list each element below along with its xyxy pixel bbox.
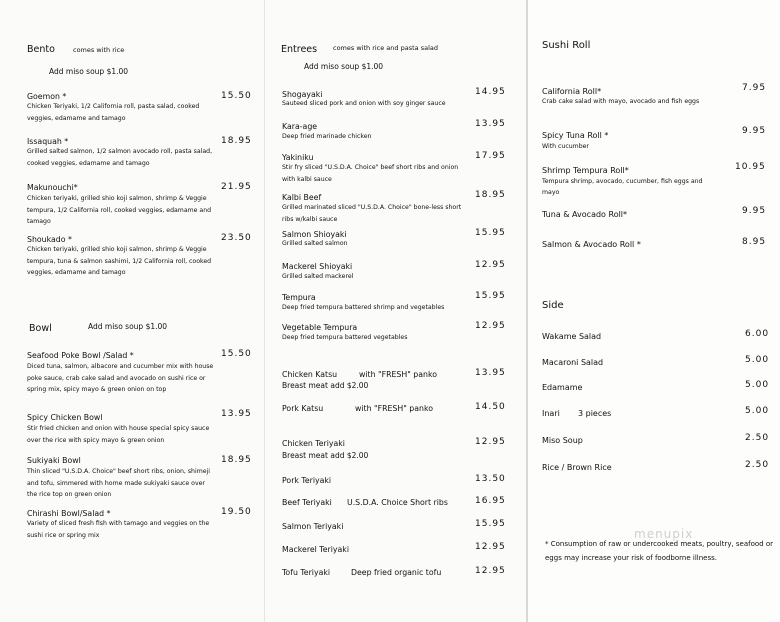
entree-name: Vegetable Tempura [282,323,358,332]
side-item-price: 5.00 [745,380,770,390]
sushi-item-name: Tuna & Avocado Roll* [542,210,628,219]
entree-name: Yakiniku [282,153,314,162]
sushi-item-name: California Roll* [542,87,602,96]
side-item-price: 2.50 [745,433,770,443]
side-item-name: Miso Soup [542,436,583,445]
side-item-name: Wakame Salad [542,332,602,341]
bento-item-desc: Grilled salted salmon, 1/2 salmon avocado roll, pasta salad, cooked veggies, edamame and tamago [27,148,213,167]
entree-name: Shogayaki [282,90,323,99]
entree-extra: with "FRESH" panko [355,404,433,413]
entree-price: 14.50 [475,402,506,412]
entree-desc: Deep fried tempura battered vegetables [282,334,408,341]
bento-item-desc: Chicken teriyaki, grilled shio koji salmon, shrimp & Veggie tempura, 1/2 California roll, cooked veggies, edamame and tamago [27,195,212,226]
entree-price: 17.95 [475,151,506,161]
entree-name: Tofu Teriyaki [282,568,331,577]
entrees-addon: Add miso soup $1.00 [304,62,384,71]
bowl-item-price: 18.95 [221,455,252,465]
entree-desc: Deep fried marinade chicken [282,133,372,140]
bento-item-name: Goemon * [27,92,67,101]
bento-item-name: Shoukado * [27,235,72,244]
side-item-name: Inari [542,409,560,418]
bowl-item-price: 19.50 [221,507,252,517]
entree-price: 12.95 [475,260,506,270]
entree-desc: Sauteed sliced pork and onion with soy ginger sauce [282,100,446,107]
entree-price: 13.50 [475,474,506,484]
entree-name: Chicken Katsu [282,370,338,379]
bento-item-desc: Chicken Teriyaki, 1/2 California roll, pasta salad, cooked veggies, edamame and tamago [27,103,200,122]
sushi-item-price: 10.95 [735,162,766,172]
entree-price: 14.95 [475,87,506,97]
bowl-item-price: 15.50 [221,349,252,359]
sushi-item-price: 8.95 [742,237,767,247]
side-item-price: 5.00 [745,406,770,416]
sushi-item-name: Salmon & Avocado Roll * [542,240,641,249]
entree-desc: Grilled marinated sliced "U.S.D.A. Choice" bone-less short ribs w/kalbi sauce [282,204,462,223]
side-item-price: 6.00 [745,329,770,339]
entree-price: 18.95 [475,190,506,200]
bento-item-price: 21.95 [221,182,252,192]
entree-desc: Grilled salted salmon [282,240,348,247]
side-item-name: Rice / Brown Rice [542,463,612,472]
side-item-extra: 3 pieces [578,409,612,418]
bowl-item-desc: Variety of sliced fresh fish with tamago and veggies on the sushi rice or spring mix [27,520,210,539]
watermark: menupix [634,527,694,541]
bento-item-price: 18.95 [221,136,252,146]
entree-name: Pork Teriyaki [282,476,332,485]
bowl-item-desc: Thin sliced "U.S.D.A. Choice" beef short ribs, onion, shimeji and tofu, simmered with home made sukiyaki sauce over the rice top on green onion [27,468,210,499]
bowl-item-desc: Stir fried chicken and onion with house special spicy sauce over the rice with spicy mayo & green onion [27,425,210,444]
sushi-item-price: 9.95 [742,126,767,136]
entree-name: Kalbi Beef [282,193,322,202]
entree-price: 16.95 [475,496,506,506]
entree-price: 13.95 [475,119,506,129]
entree-name: Beef Teriyaki [282,498,332,507]
bowl-item-desc: Diced tuna, salmon, albacore and cucumber mix with house poke sauce, crab cake salad and avocado on sushi rice or spring mix, spicy mayo & green onion on top [27,363,214,394]
sushi-item-name: Spicy Tuna Roll * [542,131,609,140]
bento-title: Bento [27,44,55,55]
entree-name: Pork Katsu [282,404,324,413]
entree-desc: Deep fried tempura battered shrimp and vegetables [282,304,445,311]
side-item-name: Macaroni Salad [542,358,604,367]
entree-price: 12.95 [475,566,506,576]
entree-price: 15.95 [475,519,506,529]
entree-price: 15.95 [475,291,506,301]
bento-addon: Add miso soup $1.00 [49,67,129,76]
side-item-price: 2.50 [745,460,770,470]
sushi-item-desc: With cucumber [542,143,589,150]
entrees-note: comes with rice and pasta salad [333,44,438,52]
bowl-item-name: Sukiyaki Bowl [27,456,81,465]
side-title: Side [542,300,564,311]
sushi-title: Sushi Roll [542,40,591,51]
entree-name: Tempura [282,293,316,302]
bento-item-price: 15.50 [221,91,252,101]
side-item-name: Edamame [542,383,583,392]
bowl-addon: Add miso soup $1.00 [88,322,168,331]
entree-name: Salmon Shioyaki [282,230,347,239]
entree-name: Mackerel Shioyaki [282,262,353,271]
sushi-item-desc: Tempura shrimp, avocado, cucumber, fish eggs and mayo [542,178,703,197]
bento-item-name: Makunouchi* [27,183,78,192]
entree-name: Kara-age [282,122,318,131]
bowl-item-name: Chirashi Bowl/Salad * [27,509,111,518]
entree-name: Mackerel Teriyaki [282,545,349,554]
panel-sushi-side [526,0,780,622]
entree-price: 12.95 [475,437,506,447]
entree-price: 12.95 [475,321,506,331]
panel-bento-bowl [0,0,264,622]
entree-extra: with "FRESH" panko [359,370,437,379]
bowl-item-name: Spicy Chicken Bowl [27,413,103,422]
entrees-title: Entrees [281,44,318,55]
bento-note: comes with rice [73,46,125,54]
bowl-title: Bowl [29,323,52,334]
bowl-item-price: 13.95 [221,409,252,419]
entree-desc: Stir fry sliced "U.S.D.A. Choice" beef short ribs and onion with kalbi sauce [282,164,459,183]
entree-price: 13.95 [475,368,506,378]
entree-desc: Grilled salted mackerel [282,273,354,280]
sushi-item-name: Shrimp Tempura Roll* [542,166,629,175]
sushi-item-price: 9.95 [742,206,767,216]
bento-item-price: 23.50 [221,233,252,243]
bowl-item-name: Seafood Poke Bowl /Salad * [27,351,134,360]
entree-sub: Breast meat add $2.00 [282,381,369,390]
entree-name: Chicken Teriyaki [282,439,345,448]
entree-extra: U.S.D.A. Choice Short ribs [347,498,448,507]
bento-item-name: Issaquah * [27,137,69,146]
bento-item-desc: Chicken teriyaki, grilled shio koji salmon, shrimp & Veggie tempura, tuna & salmon sashimi, 1/2 California roll, cooked veggies, edamame and tamago [27,246,212,277]
panel-entrees [264,0,527,622]
entree-price: 15.95 [475,228,506,238]
sushi-item-desc: Crab cake salad with mayo, avocado and fish eggs [542,98,700,105]
entree-price: 12.95 [475,542,506,552]
entree-extra: Deep fried organic tofu [351,568,442,577]
side-item-price: 5.00 [745,355,770,365]
entree-name: Salmon Teriyaki [282,522,344,531]
sushi-item-price: 7.95 [742,83,767,93]
entree-sub: Breast meat add $2.00 [282,451,369,460]
disclaimer: * Consumption of raw or undercooked meats, poultry, seafood or eggs may increase your risk of foodborne illness. [545,540,774,562]
